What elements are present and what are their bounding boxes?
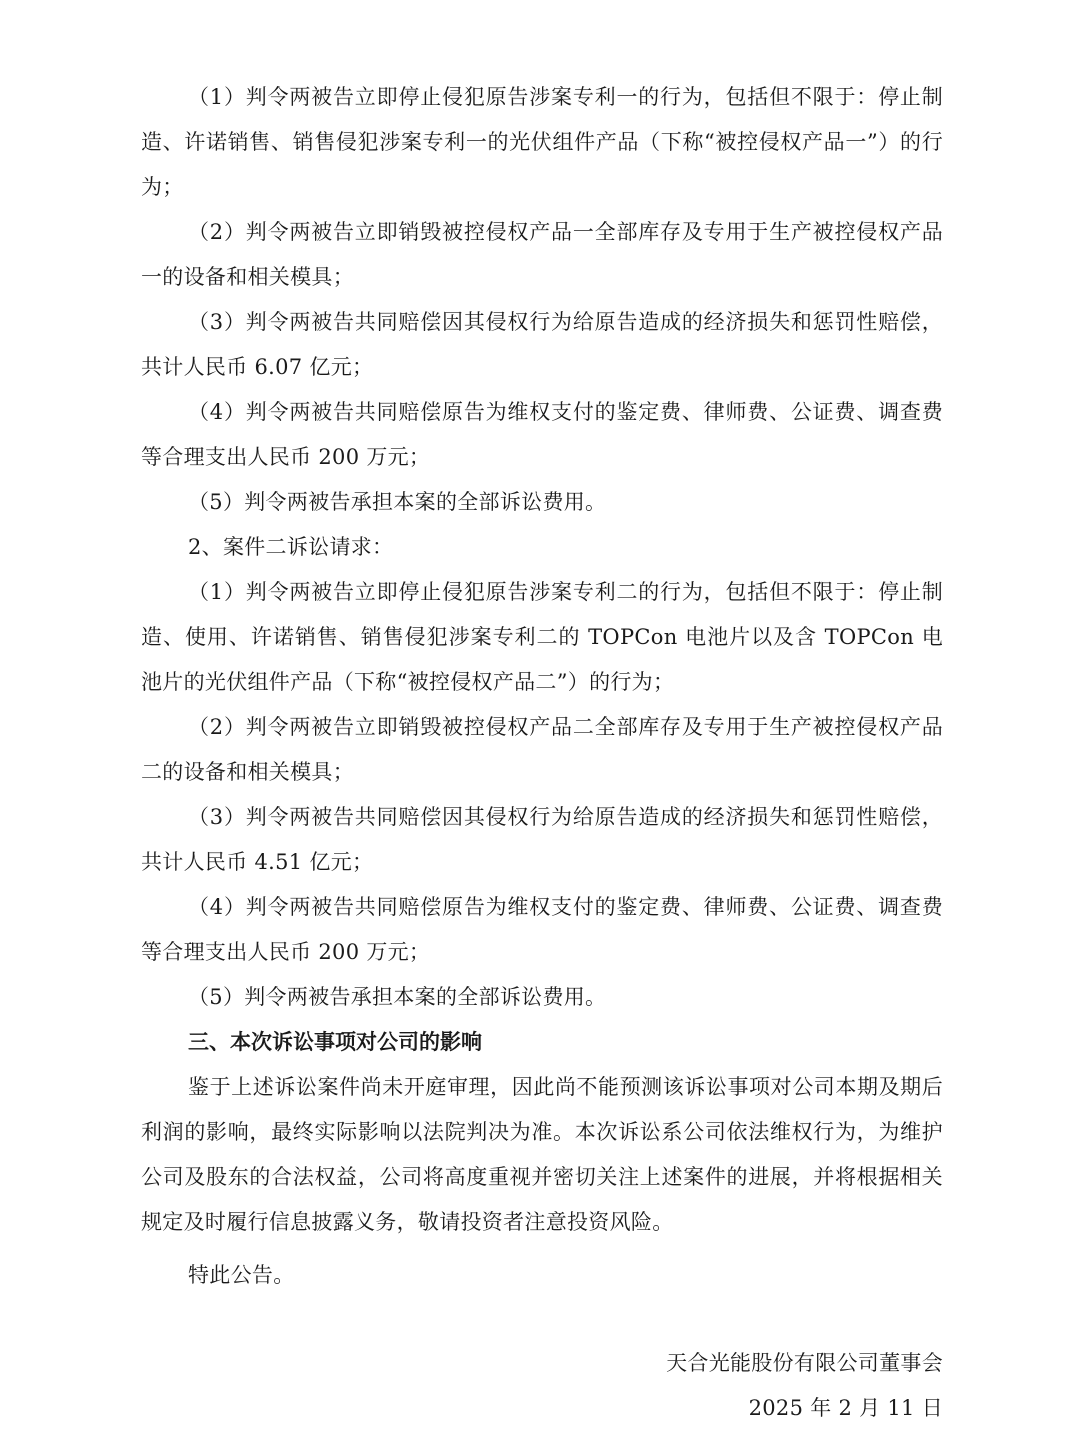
case2-title: 2、案件二诉讼请求： xyxy=(188,535,394,559)
section3-heading: 三、本次诉讼事项对公司的影响 xyxy=(188,1030,482,1054)
closing-remark: 特此公告。 xyxy=(188,1263,295,1287)
case2-item-4: （4）判令两被告共同赔偿原告为维权支付的鉴定费、律师费、公证费、调查费等合理支出人民币 200 万元； xyxy=(141,895,943,964)
signature-block xyxy=(141,1341,943,1431)
announcement-page xyxy=(141,75,943,1431)
case1-item-4: （4）判令两被告共同赔偿原告为维权支付的鉴定费、律师费、公证费、调查费等合理支出人民币 200 万元； xyxy=(141,400,943,469)
case2-item-2: （2）判令两被告立即销毁被控侵权产品二全部库存及专用于生产被控侵权产品二的设备和相关模具； xyxy=(141,715,943,784)
signature-date: 2025 年 2 月 11 日 xyxy=(748,1396,943,1420)
case2-item-5: （5）判令两被告承担本案的全部诉讼费用。 xyxy=(188,985,607,1009)
case1-item-1: （1）判令两被告立即停止侵犯原告涉案专利一的行为，包括但不限于：停止制造、许诺销售、销售侵犯涉案专利一的光伏组件产品（下称“被控侵权产品一”）的行为； xyxy=(141,85,943,199)
case2-item-3: （3）判令两被告共同赔偿因其侵权行为给原告造成的经济损失和惩罚性赔偿，共计人民币 4.51 亿元； xyxy=(141,805,943,874)
case2-item-1: （1）判令两被告立即停止侵犯原告涉案专利二的行为，包括但不限于：停止制造、使用、许诺销售、销售侵犯涉案专利二的 TOPCon 电池片以及含 TOPCon 电池片的光伏组件产品（下称“被控侵权产品二”）的行为； xyxy=(141,580,943,694)
signature-company: 天合光能股份有限公司董事会 xyxy=(666,1351,943,1375)
case1-item-2: （2）判令两被告立即销毁被控侵权产品一全部库存及专用于生产被控侵权产品一的设备和相关模具； xyxy=(141,220,943,289)
section3-body: 鉴于上述诉讼案件尚未开庭审理，因此尚不能预测该诉讼事项对公司本期及期后利润的影响，最终实际影响以法院判决为准。本次诉讼系公司依法维权行为，为维护公司及股东的合法权益，公司将高度重视并密切关注上述案件的进展，并将根据相关规定及时履行信息披露义务，敬请投资者注意投资风险。 xyxy=(141,1075,943,1234)
case1-item-5: （5）判令两被告承担本案的全部诉讼费用。 xyxy=(188,490,607,514)
case1-item-3: （3）判令两被告共同赔偿因其侵权行为给原告造成的经济损失和惩罚性赔偿，共计人民币 6.07 亿元； xyxy=(141,310,943,379)
